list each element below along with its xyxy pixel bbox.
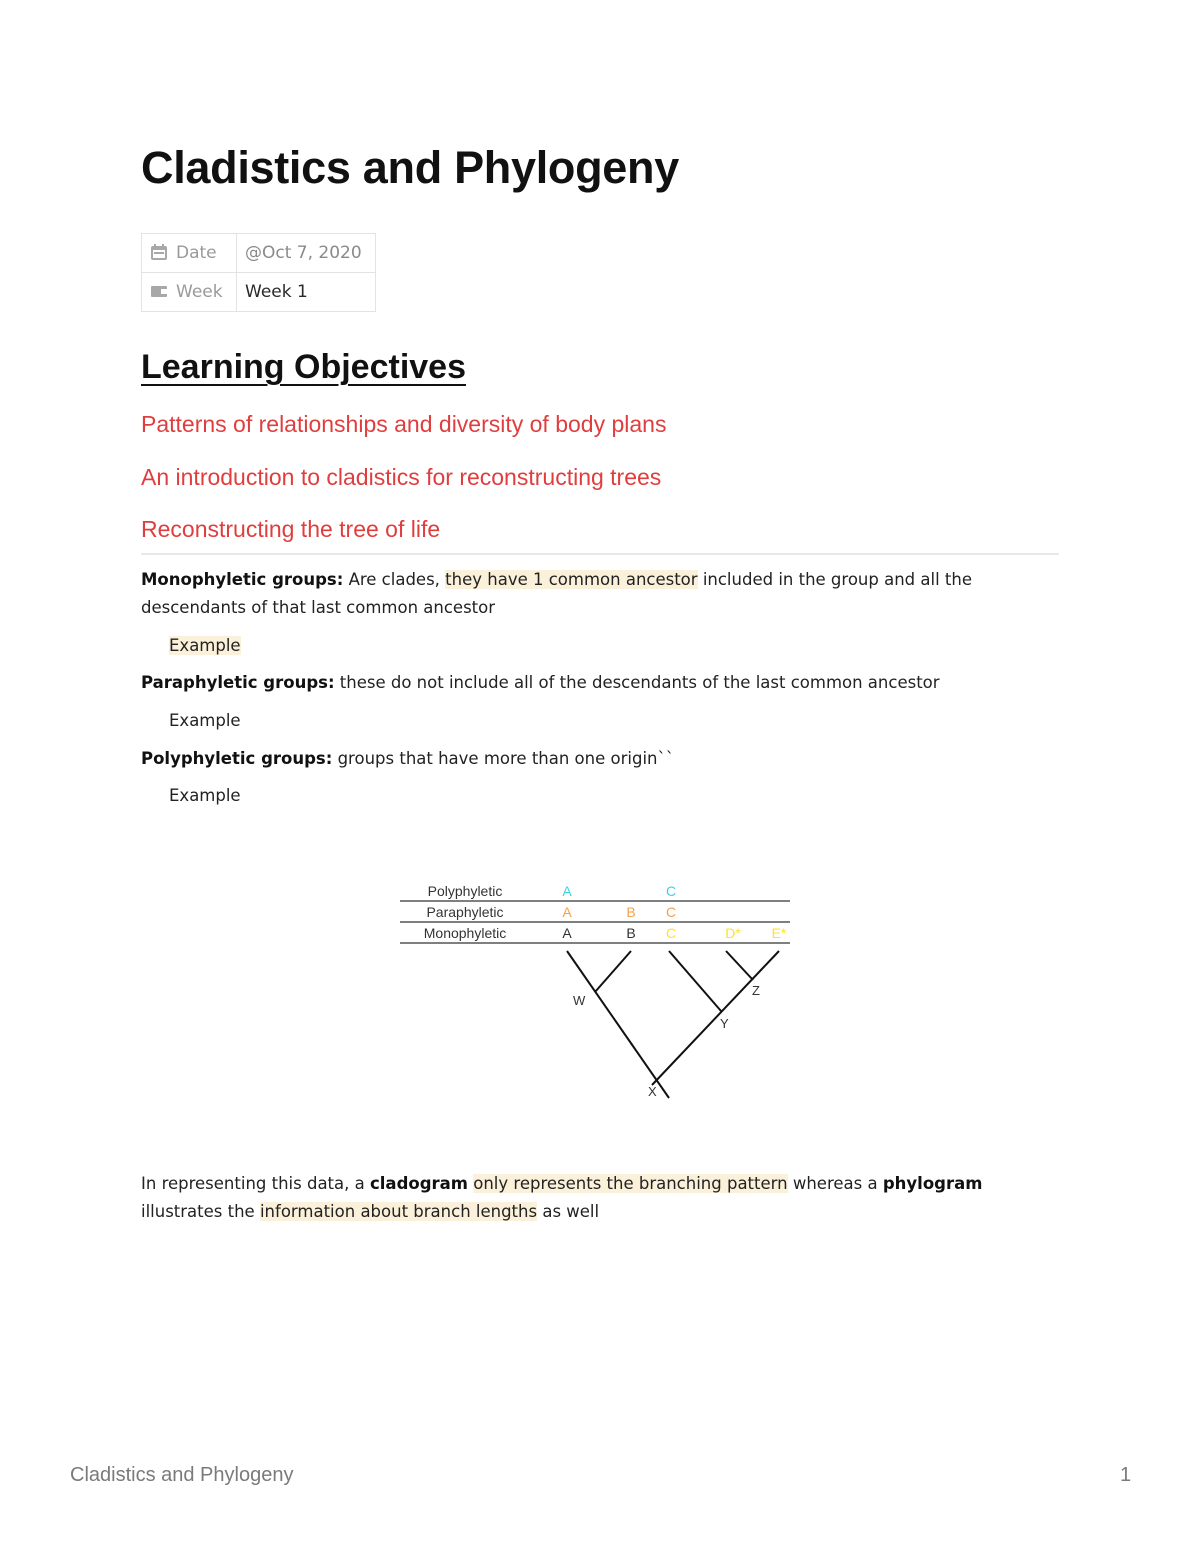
highlight: information about branch lengths (259, 1202, 538, 1221)
term-cladogram: cladogram (370, 1174, 468, 1193)
branch-d-z (726, 951, 753, 980)
row-label: Monophyletic (423, 925, 507, 941)
node-label: Y (720, 1016, 729, 1031)
property-key-label: Date (176, 243, 217, 263)
property-key-date (142, 234, 237, 273)
branch-a-x (567, 951, 669, 1098)
term-phylogram: phylogram (882, 1174, 983, 1193)
taxon-label: E* (771, 925, 787, 941)
page-number: 1 (1120, 1464, 1132, 1486)
page-title: Cladistics and Phylogeny (141, 142, 679, 193)
example-toggle-paraphyletic[interactable] (169, 711, 241, 730)
select-icon (150, 282, 168, 300)
cladogram-figure (395, 878, 795, 1106)
text: groups that have more than one origin`` (332, 749, 674, 768)
term-monophyletic: Monophyletic groups: (141, 570, 344, 589)
highlight: they have 1 common ancestor (445, 570, 698, 589)
toggle-label: Example (169, 711, 241, 730)
toggle-label: Example (169, 786, 241, 805)
toggle-label: Example (169, 636, 241, 655)
taxon-label: A (562, 904, 572, 920)
row-label: Paraphyletic (426, 904, 504, 920)
closing-paragraph (141, 1170, 1041, 1226)
taxon-label: C (665, 904, 677, 920)
properties-table (141, 233, 376, 312)
node-label: W (573, 993, 586, 1008)
text: whereas a (787, 1174, 883, 1193)
property-value-week[interactable]: Week 1 (237, 273, 376, 312)
example-toggle-polyphyletic[interactable] (169, 786, 241, 805)
term-paraphyletic: Paraphyletic groups: (141, 673, 335, 692)
calendar-icon (150, 243, 168, 261)
polyphyletic-paragraph (141, 745, 1051, 773)
text: Are clades, (343, 570, 446, 589)
property-key-week (142, 273, 237, 312)
monophyletic-paragraph (141, 566, 1051, 622)
section-heading-learning-objectives: Learning Objectives (141, 348, 466, 386)
paraphyletic-paragraph (141, 669, 1051, 697)
property-row-week[interactable] (142, 273, 376, 312)
objective-heading: Patterns of relationships and diversity of body plans (141, 411, 667, 437)
term-polyphyletic: Polyphyletic groups: (141, 749, 333, 768)
node-label: X (648, 1084, 657, 1099)
branch-b-w (595, 951, 631, 992)
example-toggle-monophyletic[interactable] (169, 636, 241, 655)
text: illustrates the (141, 1202, 260, 1221)
taxon-label: C (665, 883, 677, 899)
text: these do not include all of the descendants of the last common ancestor (334, 673, 940, 692)
taxon-label: D* (725, 925, 741, 941)
taxon-label: B (626, 925, 636, 941)
tree-branches (567, 951, 779, 1098)
taxon-label: A (562, 883, 572, 899)
row-label: Polyphyletic (427, 883, 503, 899)
taxon-label: A (562, 925, 572, 941)
text: as well (537, 1202, 600, 1221)
divider (141, 553, 1059, 555)
highlight: only represents the branching pattern (473, 1174, 788, 1193)
branch-x-e (652, 951, 779, 1085)
objective-heading: An introduction to cladistics for reconstructing trees (141, 464, 662, 490)
footer-title: Cladistics and Phylogeny (70, 1464, 294, 1486)
text: included in the group and all the descendants of that last common ancestor (141, 570, 972, 617)
taxon-label: B (626, 904, 636, 920)
property-row-date[interactable] (142, 234, 376, 273)
group-table (424, 883, 787, 941)
text: In representing this data, a (141, 1174, 370, 1193)
taxon-label: C (665, 925, 677, 941)
node-label: Z (752, 983, 760, 998)
objective-heading: Reconstructing the tree of life (141, 516, 441, 542)
branch-c-y (669, 951, 721, 1011)
property-value-date[interactable]: @Oct 7, 2020 (237, 234, 376, 273)
property-key-label: Week (176, 282, 223, 302)
